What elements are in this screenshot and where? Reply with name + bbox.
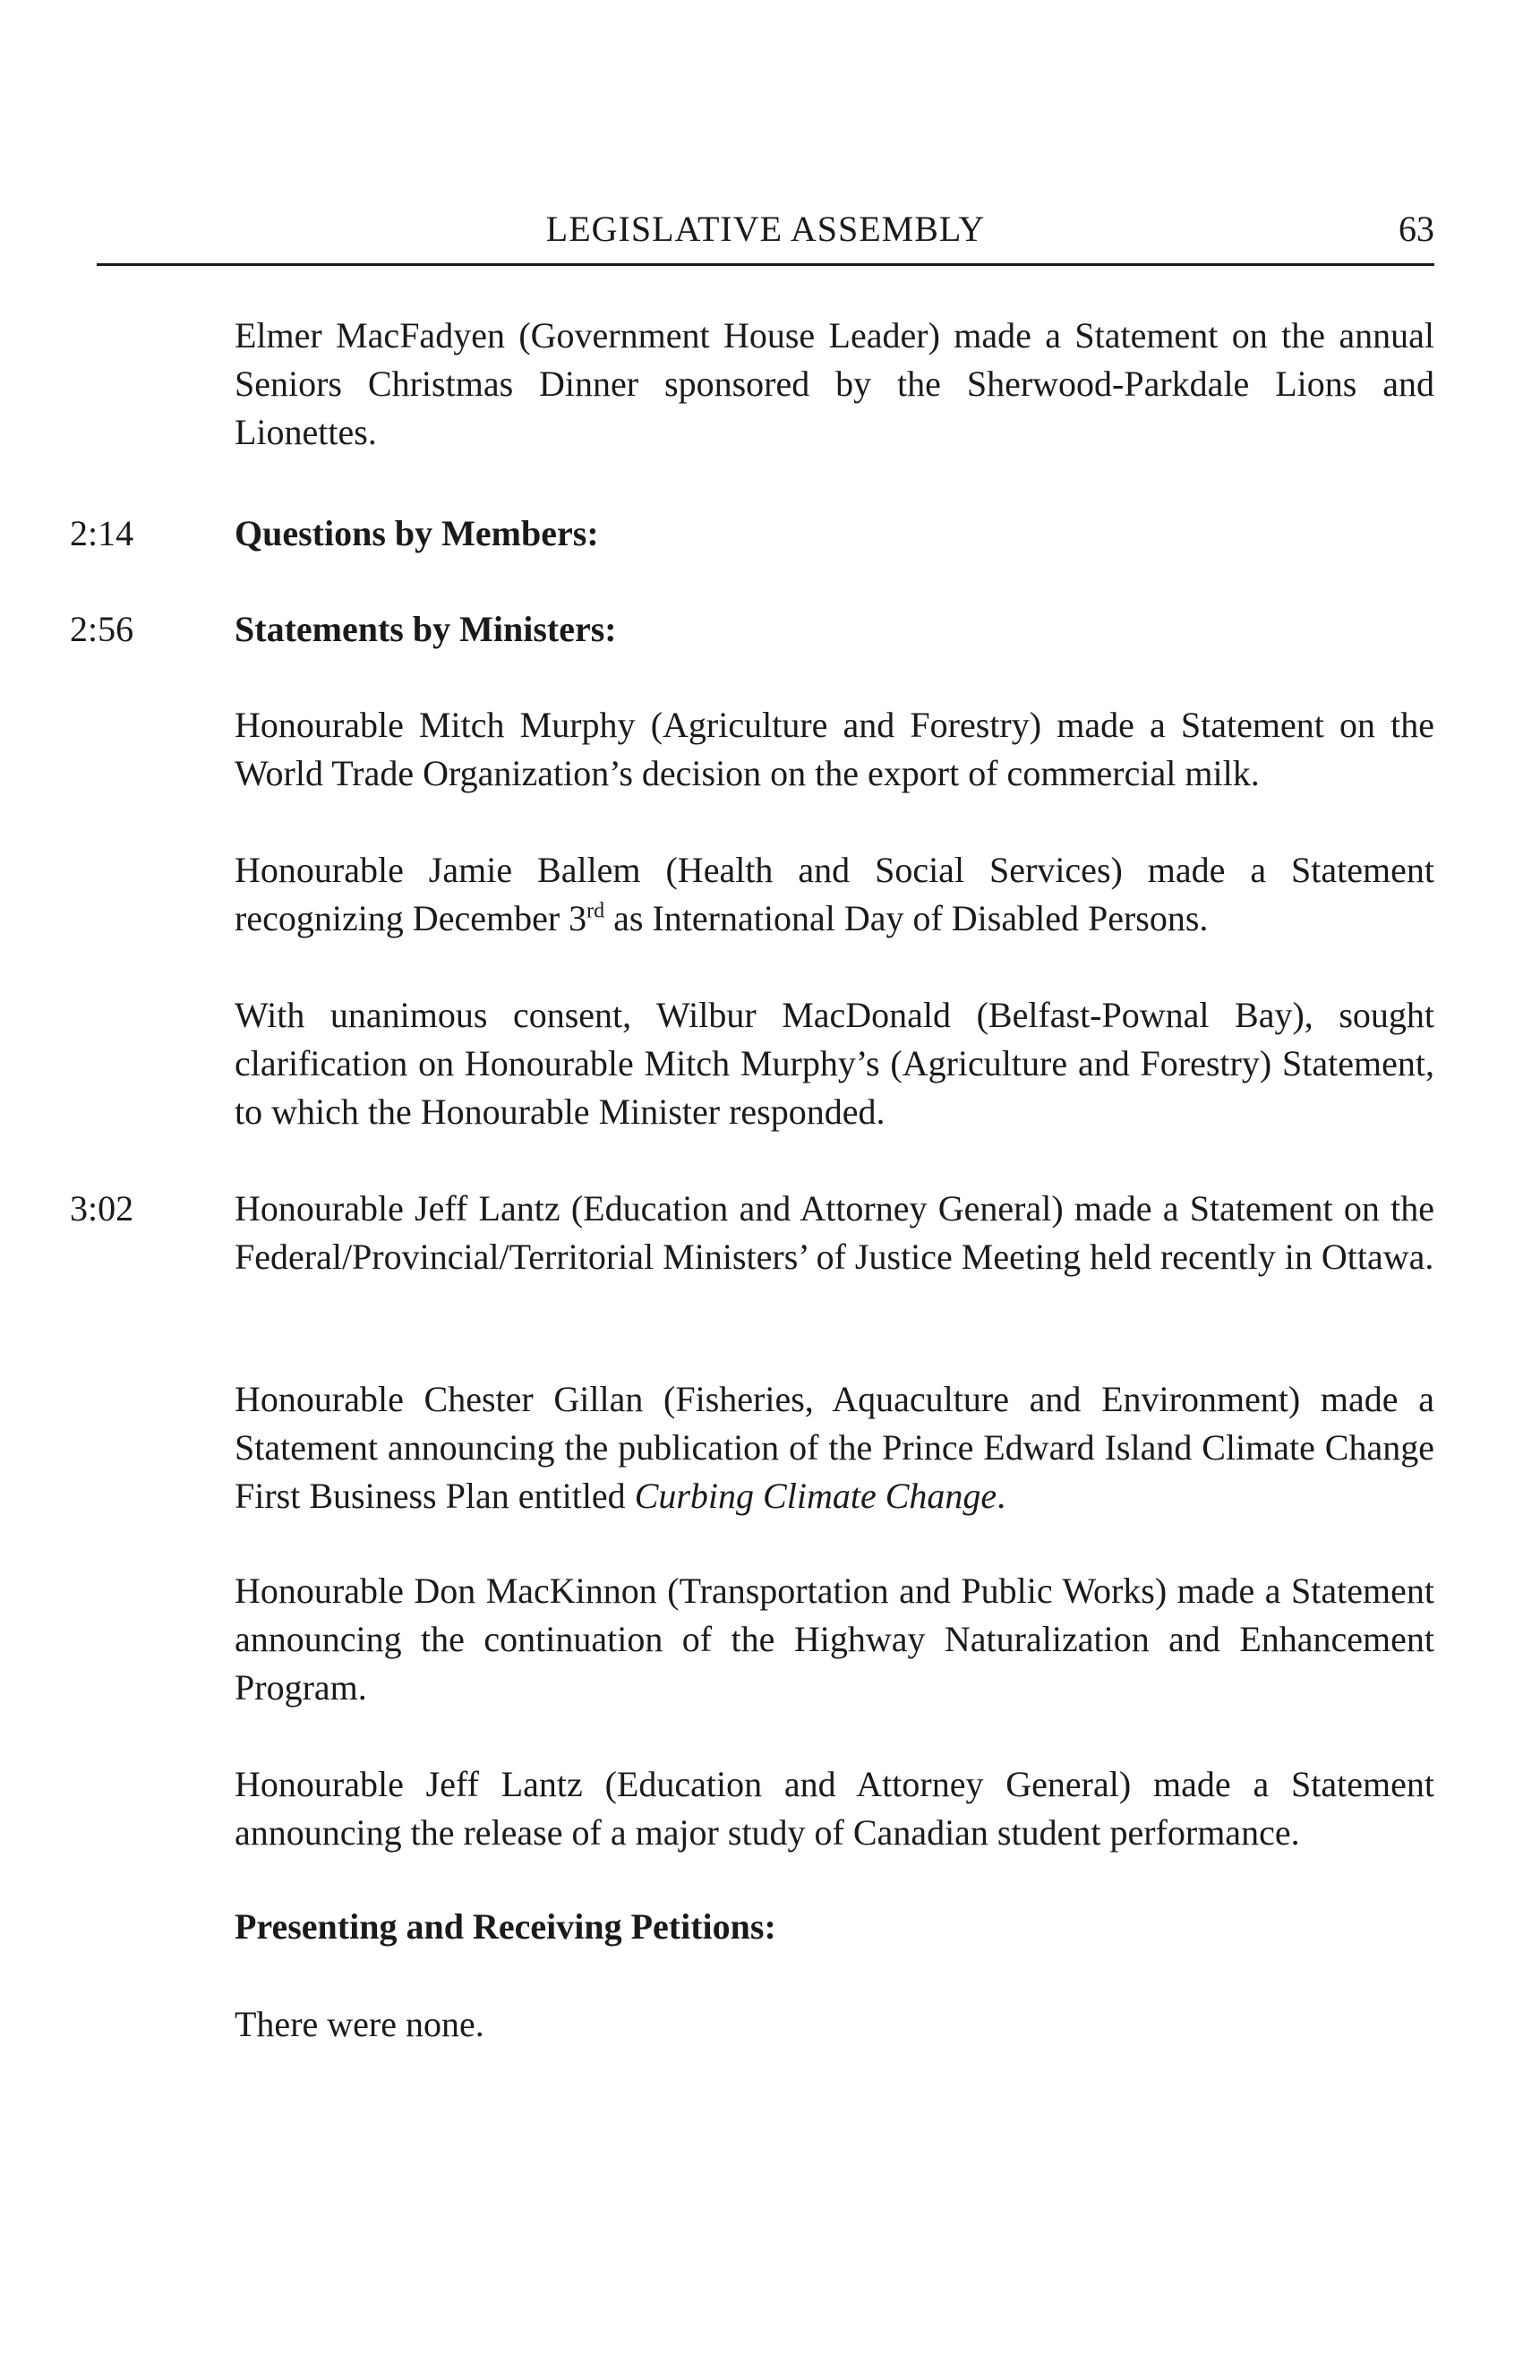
timestamp-2-56: 2:56 — [70, 609, 134, 649]
paragraph-lantz-study: Honourable Jeff Lantz (Education and Attorney General) made a Statement announcing the release of a major study of Canadian student performance. — [235, 1764, 1434, 1853]
timestamp-3-02: 3:02 — [70, 1188, 134, 1229]
paragraph-none: There were none. — [235, 2004, 484, 2044]
header-title: LEGISLATIVE ASSEMBLY — [545, 209, 986, 249]
paragraph-murphy: Honourable Mitch Murphy (Agriculture and Forestry) made a Statement on the World Trade Organization’s decision on the export of commercial milk. — [235, 705, 1434, 793]
paragraph-macdonald: With unanimous consent, Wilbur MacDonald (Belfast-Pownal Bay), sought clarification on Honourable Mitch Murphy’s (Agriculture and Forestry) Statement, to which the Honourable Minister responded. — [235, 995, 1434, 1132]
paragraph-gillan — [235, 1375, 1434, 1520]
ballem-text-after: as International Day of Disabled Persons. — [604, 898, 1209, 938]
ballem-superscript: rd — [586, 899, 605, 923]
paragraph-ballem — [235, 846, 1434, 943]
paragraph-macfadyen: Elmer MacFadyen (Government House Leader) made a Statement on the annual Seniors Christmas Dinner sponsored by the Sherwood-Parkdale Lions and Lionettes. — [235, 315, 1434, 452]
heading-petitions: Presenting and Receiving Petitions: — [235, 1906, 776, 1947]
paragraph-mackinnon: Honourable Don MacKinnon (Transportation and Public Works) made a Statement announcing the continuation of the Highway Naturalization and Enhancement Program. — [235, 1571, 1434, 1708]
heading-questions-by-members: Questions by Members: — [235, 513, 599, 553]
ballem-text-before: Honourable Jamie Ballem (Health and Social Services) made a Statement recognizing December 3 — [235, 850, 1434, 938]
heading-statements-by-ministers: Statements by Ministers: — [235, 609, 617, 649]
gillan-text-after: . — [997, 1476, 1006, 1516]
plan-title: Curbing Climate Change — [634, 1476, 997, 1516]
gillan-text-before: Honourable Chester Gillan (Fisheries, Aquaculture and Environment) made a Statement announcing the publication of the Prince Edward Island Climate Change First Business Plan entitled — [235, 1379, 1434, 1516]
page-header — [97, 199, 1434, 266]
paragraph-lantz-justice: Honourable Jeff Lantz (Education and Attorney General) made a Statement on the Federal/Provincial/Territorial Ministers’ of Justice Meeting held recently in Ottawa. — [235, 1188, 1434, 1277]
timestamp-2-14: 2:14 — [70, 513, 134, 553]
page-number: 63 — [1399, 209, 1434, 249]
